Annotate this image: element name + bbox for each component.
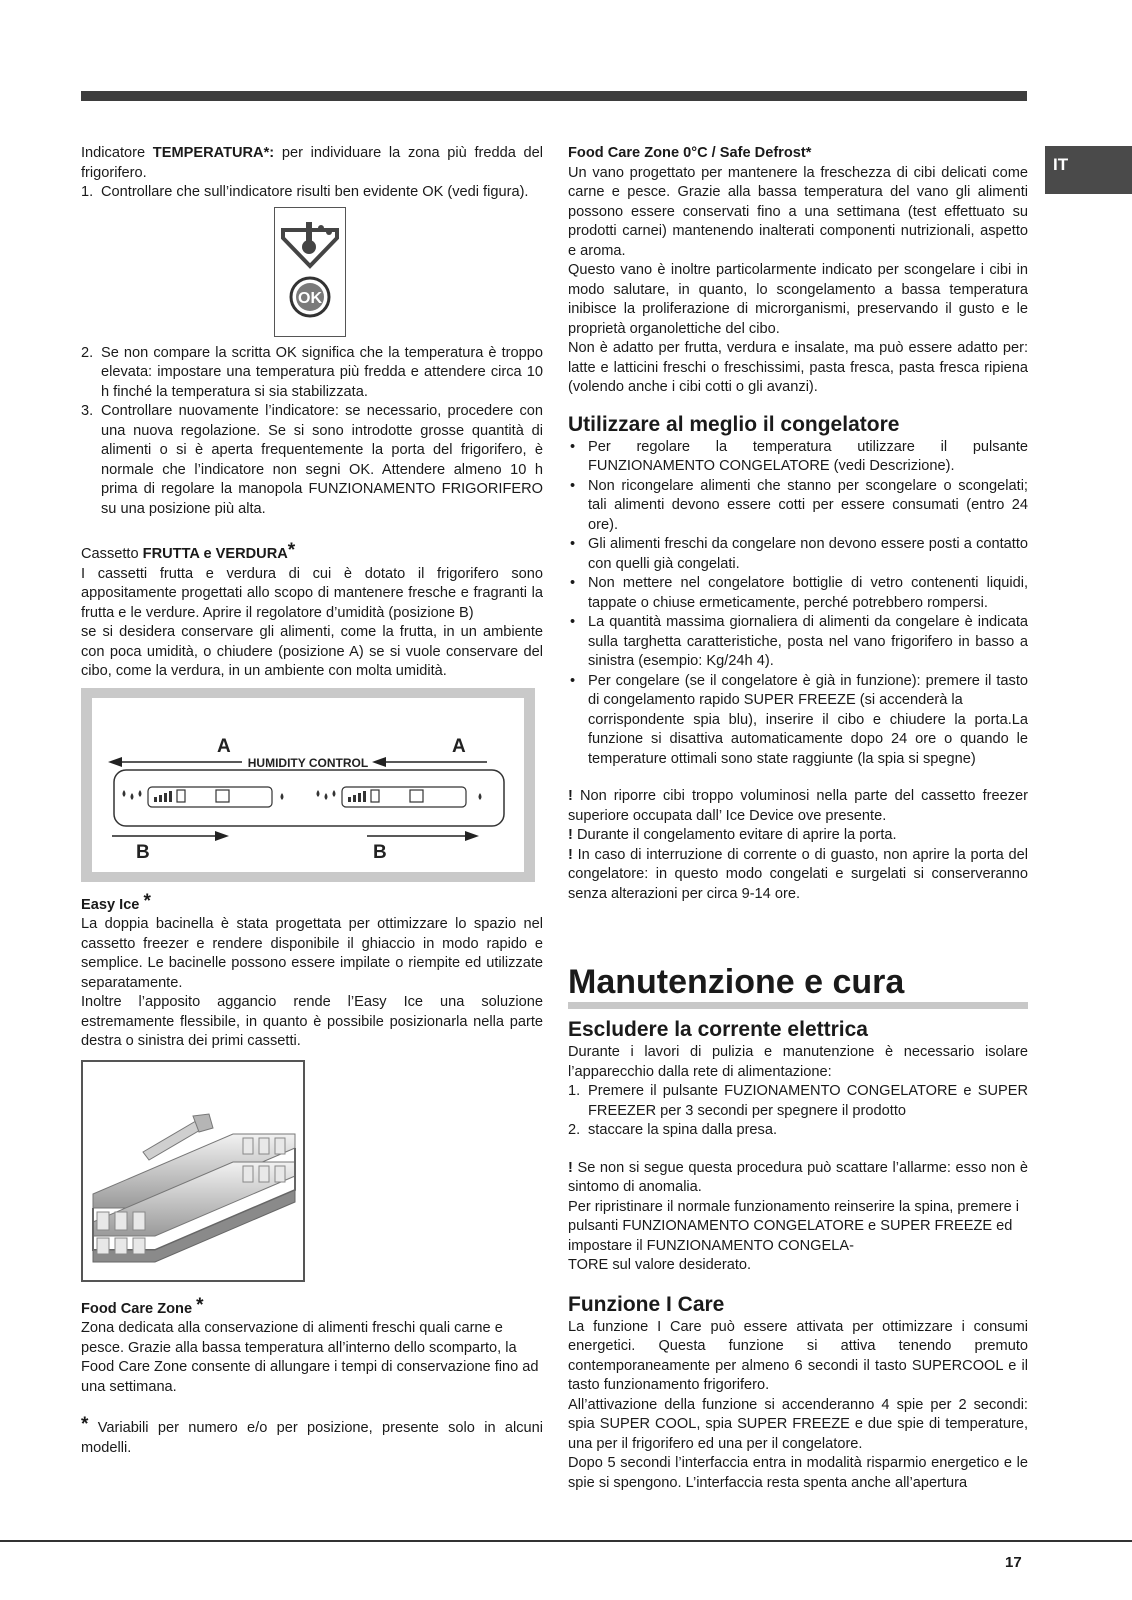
congelatore-list-continuation: corrispondente spia blu), inserire il cibo e chiudere la porta.La funzione si disattiva automaticamente dopo 24 ore o quando le temperature ottimali sono state raggiunte (la spia si spegne) xyxy=(588,711,1028,767)
list-item: • Non mettere nel congelatore bottiglie di vetro contenenti liquidi, tappate o chiuse ermeticamente, perché potrebbero rompersi. xyxy=(570,575,1028,611)
list-item: 2. Se non compare la scritta OK significa che la temperatura è troppo elevata: impostare una temperatura più fredda e attendere circa 10 h finché la temperatura si sia stabilizzata. xyxy=(81,344,543,400)
temperature-indicator-figure xyxy=(274,207,346,337)
list-item: • Per congelare (se il congelatore è già in funzione): premere il tasto di congelamento rapido SUPER FREEZE (si accenderà la xyxy=(570,672,1028,708)
food-care-0-paragraph-3: Non è adatto per frutta, verdura e insalate, ma può essere adatto per: latte e latticini freschi o freschissimi, pasta fresca, pasta fresca ripiena (volendo anche i cibi cotti o gli avanzi). xyxy=(568,340,1028,395)
escludere-heading: Escludere la corrente elettrica xyxy=(568,1018,868,1041)
escludere-paragraph: Durante i lavori di pulizia e manutenzione è necessario isolare l’apparecchio dalla rete di alimentazione: xyxy=(568,1044,1028,1080)
left-column xyxy=(81,144,543,1458)
easy-ice-paragraph-2: Inoltre l’apposito aggancio rende l’Easy Ice una soluzione estremamente flessibile, in quanto è possibile posizionarla nella parte destra o sinistra dei primi cassetti. xyxy=(81,994,543,1049)
position-b-label: B xyxy=(136,841,150,863)
temperature-intro: Indicatore TEMPERATURA*: per individuare la zona più fredda del frigorifero. xyxy=(81,145,543,181)
escludere-paragraph-2: Per ripristinare il normale funzionamento reinserire la spina, premere i pulsanti FUNZIONAMENTO CONGELATORE e SUPER FREEZE ed impostare il FUNZIONAMENTO CONGELA- xyxy=(568,1198,1019,1254)
food-care-0-paragraph-1: Un vano progettato per mantenere la freschezza di cibi delicati come carne e pesce. Grazie alla bassa temperatura del vano gli alimenti possono essere conservati fino a una settimana (test effettuato su prodotti carnei) mantenendo inalterati componenti nutrizionali, aspetto e aroma. xyxy=(568,164,1028,259)
language-tab: IT xyxy=(1045,146,1132,194)
icare-paragraph-1: La funzione I Care può essere attivata per ottimizzare i consumi energetici. Questa funzione si attiva tenendo premuto contemporaneamente per almeno 6 secondi il tasto SUPERCOOL e il tasto funzionamento frigorifero. xyxy=(568,1318,1028,1393)
position-a-label: A xyxy=(217,735,231,757)
escludere-paragraph-3: TORE sul valore desiderato. xyxy=(568,1257,752,1273)
icare-paragraph-3: Dopo 5 secondi l’interfaccia entra in modalità risparmio energetico e le spie si spengono. L’interfaccia resta spenta anche all’apertura xyxy=(568,1455,1028,1491)
list-item: • La quantità massima giornaliera di alimenti da congelare è indicata sulla targhetta caratteristiche, posta nel vano frigorifero in basso a sinistra (esempio: Kg/24h 4). xyxy=(570,614,1028,669)
ok-label: OK xyxy=(298,289,322,307)
droplet-icon xyxy=(123,790,482,800)
list-item: • Non ricongelare alimenti che stanno per scongelare o scongelati; tali alimenti devono essere cotti per essere consumati (entro 24 ore). xyxy=(570,477,1028,533)
easy-ice-heading: Easy Ice * xyxy=(81,890,151,913)
list-item: 2. staccare la spina dalla presa. xyxy=(568,1122,778,1138)
food-care-paragraph: Zona dedicata alla conservazione di alimenti freschi quali carne e pesce. Grazie alla bassa temperatura all’interno dello scomparto, la Food Care Zone consente di allungare i tempi di conservazione fino ad una settimana. xyxy=(81,1320,539,1395)
humidity-control-figure xyxy=(81,688,535,882)
bottom-rule xyxy=(0,1540,1132,1542)
list-item: 3. Controllare nuovamente l’indicatore: se necessario, procedere con una nuova regolazione. Se si sono introdotte grosse quantità di alimenti o si è aperta frequentemente la porta del frigorifero, è normale che l’indicatore non segni OK. Attendere almeno 10 h prima di regolare la manopola FUNZIONAMENTO FRIGORIFERO su una posizione più alta. xyxy=(81,403,543,517)
top-rule xyxy=(81,91,1027,101)
escludere-steps xyxy=(568,1082,1028,1141)
position-b-label: B xyxy=(373,841,387,863)
icare-heading: Funzione I Care xyxy=(568,1292,725,1316)
congelatore-list xyxy=(568,438,1028,711)
temperature-steps-cont xyxy=(81,344,543,520)
list-item: 1. Premere il pulsante FUZIONAMENTO CONGELATORE e SUPER FREEZER per 3 secondi per spegnere il prodotto xyxy=(568,1083,1028,1119)
thermometer-icon xyxy=(275,208,345,336)
right-column xyxy=(568,144,1028,1493)
warning-note: ! Durante il congelamento evitare di aprire la porta. xyxy=(568,827,897,843)
position-a-label: A xyxy=(452,735,466,757)
footnote: * Variabili per numero e/o per posizione, presente solo in alcuni modelli. xyxy=(81,1414,543,1456)
frutta-paragraph-1: I cassetti frutta e verdura di cui è dotato il frigorifero sono appositamente progettati allo scopo di mantenere fresche e fragranti la frutta e le verdure. Aprire il regolatore d’umidità (posizione B) xyxy=(81,565,543,621)
frutta-heading: Cassetto FRUTTA e VERDURA* xyxy=(81,540,296,562)
list-item: 1. Controllare che sull’indicatore risulti ben evidente OK (vedi figura). xyxy=(81,184,529,200)
warning-note: ! Non riporre cibi troppo voluminosi nella parte del cassetto freezer superiore occupata dall’ Ice Device ove presente. xyxy=(568,788,1028,824)
warning-note: ! In caso di interruzione di corrente o di guasto, non aprire la porta del congelatore: in questo modo congelati e surgelati si conserveranno senza alterazioni per circa 9-14 ore. xyxy=(568,846,1028,902)
easy-ice-figure xyxy=(81,1060,305,1282)
easy-ice-paragraph-1: La doppia bacinella è stata progettata per ottimizzare lo spazio nel cassetto freezer e rendere disponibile il ghiaccio in modo rapido e semplice. Le bacinelle possono essere impilate o riempite ed utilizzate separatamente. xyxy=(81,916,543,991)
icare-paragraph-2: All’attivazione della funzione si accenderanno 4 spie per 2 secondi: spia SUPER COOL, spia SUPER FREEZE e due spie di temperature, una per il frigorifero ed una per il congelatore. xyxy=(568,1396,1028,1452)
ice-tray-image xyxy=(83,1062,303,1280)
frutta-paragraph-2: se si desidera conservare gli alimenti, come la frutta, in un ambiente con poca umidità, o chiudere (posizione A) se si vuole conservare del cibo, come la verdura, in un ambiente con molta umidità. xyxy=(81,624,543,679)
manutenzione-heading: Manutenzione e cura xyxy=(568,962,1028,1009)
humidity-control-title: HUMIDITY CONTROL xyxy=(247,755,369,770)
list-item: • Gli alimenti freschi da congelare non devono essere posti a contatto con quelli già congelati. xyxy=(570,536,1028,572)
food-care-0-heading: Food Care Zone 0°C / Safe Defrost* xyxy=(568,145,812,161)
temperature-steps xyxy=(81,183,543,203)
page-number: 17 xyxy=(1005,1554,1022,1571)
food-care-0-paragraph-2: Questo vano è inoltre particolarmente indicato per scongelare i cibi in modo salutare, in quanto, lo scongelamento a bassa temperatura inibisce la proliferazione di microrganismi, preservando il gusto e le proprietà organolettiche del cibo. xyxy=(568,262,1028,337)
list-item: • Per regolare la temperatura utilizzare il pulsante FUNZIONAMENTO CONGELATORE (vedi Descrizione). xyxy=(570,438,1028,474)
congelatore-heading: Utilizzare al meglio il congelatore xyxy=(568,412,900,436)
food-care-heading: Food Care Zone * xyxy=(81,1294,204,1317)
warning-note: ! Se non si segue questa procedura può scattare l’allarme: esso non è sintomo di anomalia. xyxy=(568,1159,1028,1195)
